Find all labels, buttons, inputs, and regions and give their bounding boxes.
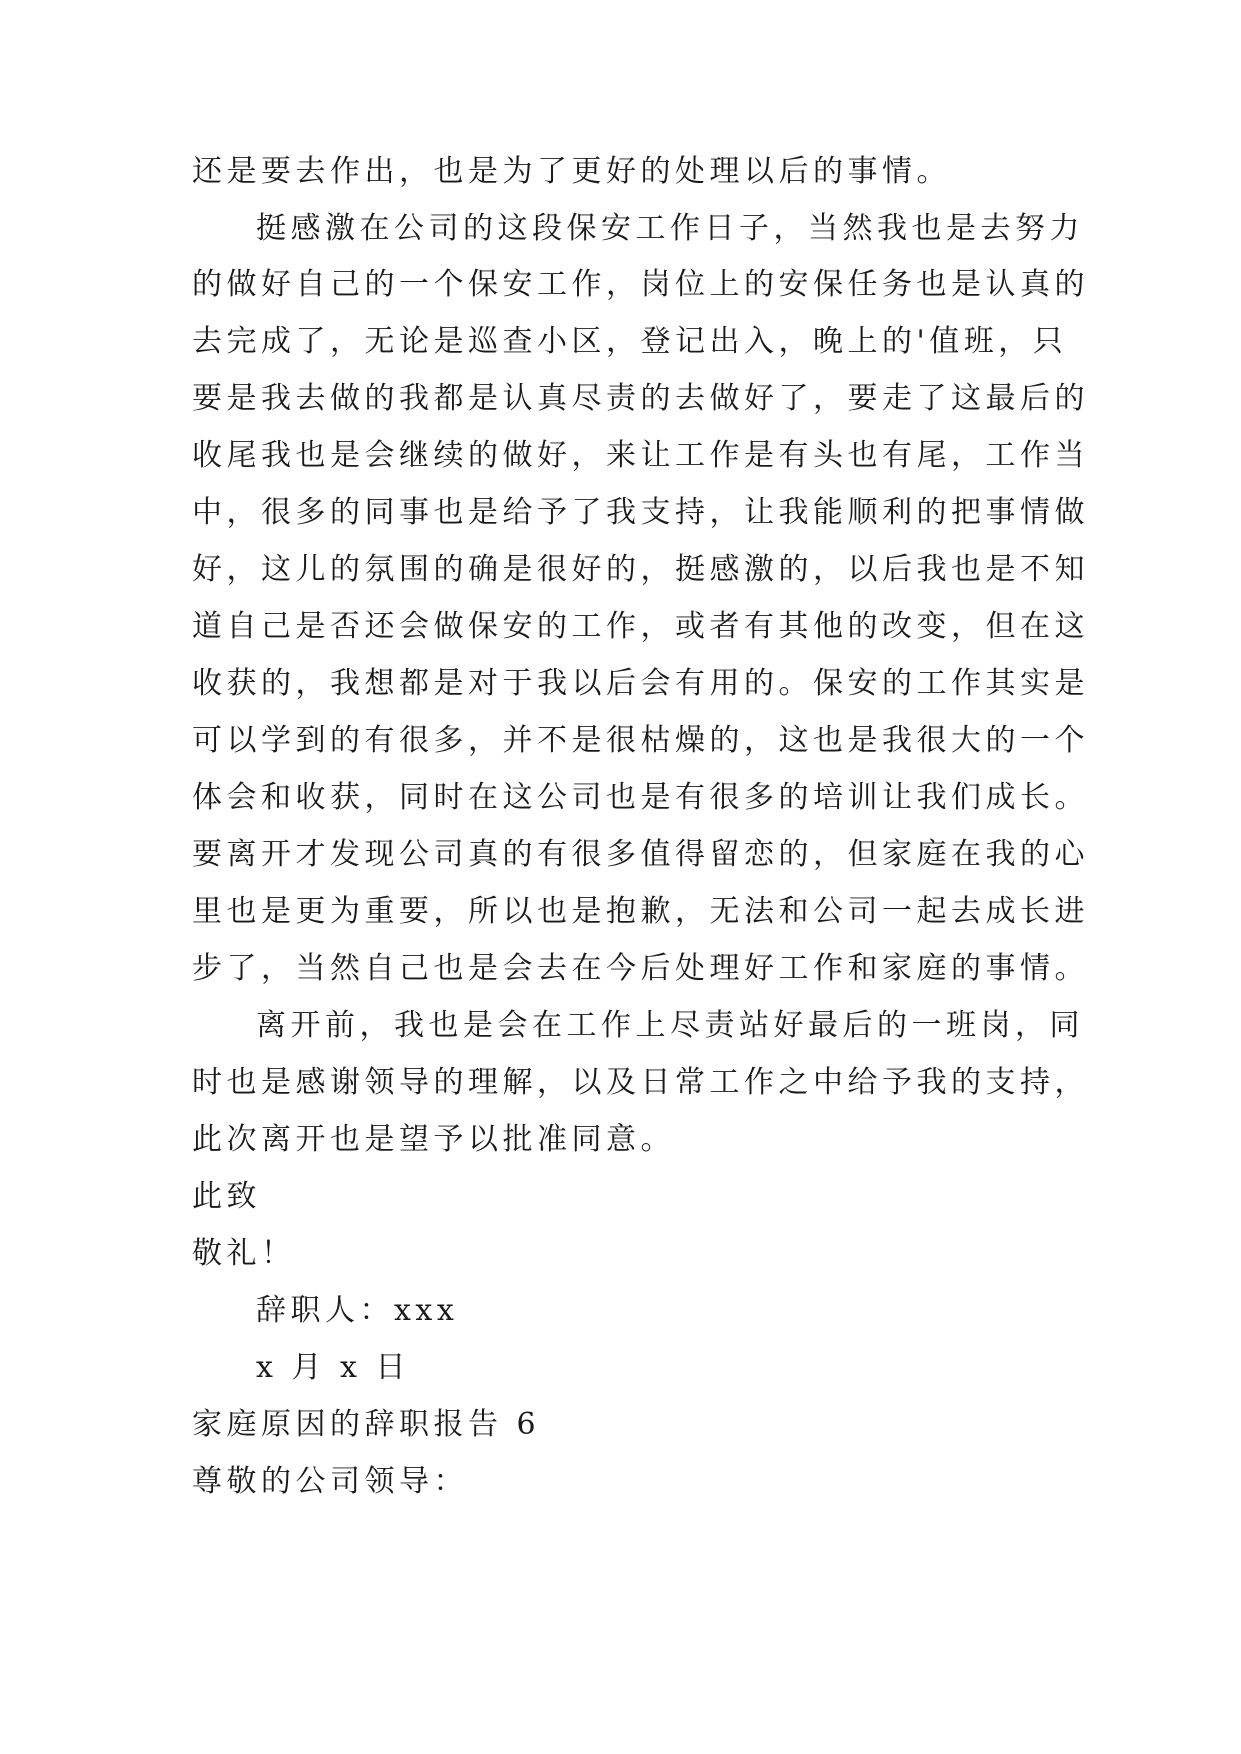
paragraph-line: 里也是更为重要，所以也是抱歉，无法和公司一起去成长进 <box>192 894 1089 929</box>
paragraph-line: 要是我去做的我都是认真尽责的去做好了，要走了这最后的 <box>192 381 1089 416</box>
paragraph-line: 收尾我也是会继续的做好，来让工作是有头也有尾，工作当 <box>192 438 1089 473</box>
signature-date: x 月 x 日 <box>256 1350 410 1385</box>
closing-salutation: 此致 <box>192 1179 261 1214</box>
section-heading: 家庭原因的辞职报告 6 <box>192 1407 541 1442</box>
paragraph-line: 道自己是否还会做保安的工作，或者有其他的改变，但在这 <box>192 609 1089 644</box>
paragraph-line: 体会和收获，同时在这公司也是有很多的培训让我们成长。 <box>192 780 1089 815</box>
paragraph-line: 去完成了，无论是巡查小区，登记出入，晚上的'值班，只 <box>192 324 1068 359</box>
paragraph-line: 要离开才发现公司真的有很多值得留恋的，但家庭在我的心 <box>192 837 1089 872</box>
signature-name: 辞职人：xxx <box>256 1293 459 1328</box>
paragraph-line: 还是要去作出，也是为了更好的处理以后的事情。 <box>192 154 951 189</box>
paragraph-line: 中，很多的同事也是给予了我支持，让我能顺利的把事情做 <box>192 495 1089 530</box>
paragraph-line: 离开前，我也是会在工作上尽责站好最后的一班岗，同 <box>256 1008 1084 1043</box>
paragraph-line: 好，这儿的氛围的确是很好的，挺感激的，以后我也是不知 <box>192 552 1089 587</box>
paragraph-line: 时也是感谢领导的理解，以及日常工作之中给予我的支持， <box>192 1065 1089 1100</box>
paragraph-line: 收获的，我想都是对于我以后会有用的。保安的工作其实是 <box>192 666 1089 701</box>
paragraph-line: 挺感激在公司的这段保安工作日子，当然我也是去努力 <box>256 211 1084 246</box>
paragraph-line: 此次离开也是望予以批准同意。 <box>192 1122 675 1157</box>
paragraph-line: 步了，当然自己也是会去在今后处理好工作和家庭的事情。 <box>192 951 1089 986</box>
paragraph-line: 的做好自己的一个保安工作，岗位上的安保任务也是认真的 <box>192 267 1089 302</box>
letter-greeting: 尊敬的公司领导： <box>192 1464 468 1499</box>
paragraph-line: 可以学到的有很多，并不是很枯燥的，这也是我很大的一个 <box>192 723 1089 758</box>
closing-regards: 敬礼！ <box>192 1236 296 1271</box>
